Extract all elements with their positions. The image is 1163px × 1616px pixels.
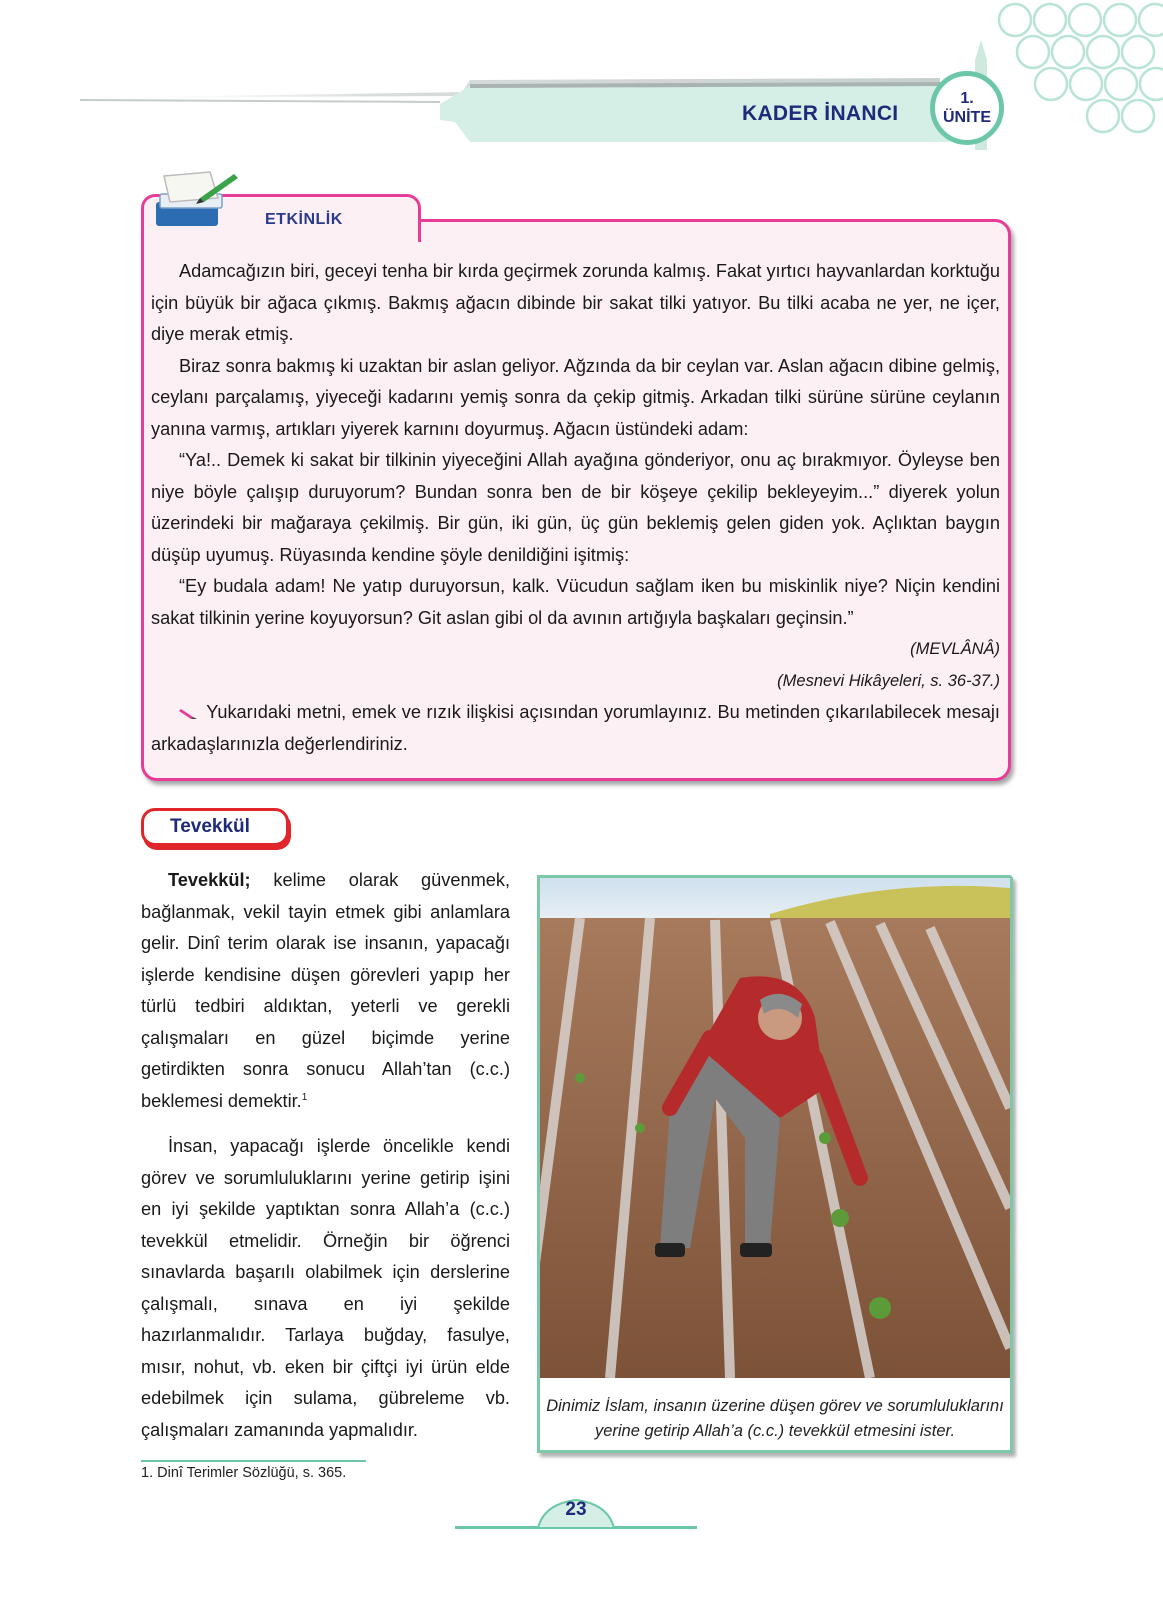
- unit-title: KADER İNANCI: [742, 102, 899, 125]
- term-bold: Tevekkül;: [168, 870, 251, 890]
- definition-text: kelime olarak güvenmek, bağlanmak, vekil tayin etmek gibi anlamlara gelir. Dinî terim olarak ise insanın, yapacağı işlerde kendisine düşen görevleri yapıp her türlü tedbiri aldıktan, yeterli ve gerekli çalışmaları en güzel biçimde yerine getirdikten sonra sonucu Allah’tan (c.c.) beklemesi demektir.: [141, 870, 510, 1111]
- photo-caption: Dinimiz İslam, insanın üzerine düşen görev ve sorumluluklarını yerine getirip Allah’a (c.c.) tevekkül etmesini ister.: [546, 1397, 1004, 1440]
- activity-paragraph: Biraz sonra bakmış ki uzaktan bir aslan geliyor. Ağzında da bir ceylan var. Aslan ağacın dibine gelmiş, ceylanı parçalamış, yiyeceği kadarını yemiş sonra da çekip gitmiş. Arkadan tilki sürüne sürüne ceylanın yanına varmış, artıkları yiyerek karnını doyurmuş. Ağacın üstündeki adam:: [151, 355, 1000, 439]
- activity-text: [151, 256, 1000, 760]
- book-icon: [150, 168, 240, 238]
- pencil-icon: [179, 706, 201, 720]
- body-text: [141, 865, 510, 1460]
- footnote-ref[interactable]: 1: [301, 1091, 308, 1103]
- activity-author: (MEVLÂNÂ): [910, 640, 1000, 658]
- activity-label: ETKİNLİK: [265, 211, 343, 228]
- unit-number: 1.: [960, 90, 974, 107]
- activity-paragraph: “Ey budala adam! Ne yatıp duruyorsun, kalk. Vücudun sağlam iken bu miskinlik niye? Niçin kendini sakat tilkinin yerine koyuyorsun? Git aslan gibi ol da avının artığıyla başkaları geçinsin.”: [151, 576, 1000, 628]
- footnote: 1. Dinî Terimler Sözlüğü, s. 365.: [141, 1465, 347, 1481]
- unit-label: ÜNİTE: [943, 109, 991, 126]
- activity-paragraph: “Ya!.. Demek ki sakat bir tilkinin yiyeceğini Allah ayağına gönderiyor, onu aç bırakmıyor. Öyleyse ben niye böyle çalışıp duruyorum? Bundan sonra ben de bir köşeye çekilip bekleyeyim...” diyerek yolun üzerindeki bir mağaraya çekilmiş. Bir gün, iki gün, üç gün beklemiş gelen giden yok. Açlıktan baygın düşüp uyumuş. Rüyasında kendine şöyle denildiğini işitmiş:: [151, 450, 1000, 565]
- activity-task-text: Yukarıdaki metni, emek ve rızık ilişkisi açısından yorumlayınız. Bu metinden çıkarılabilecek mesajı arkadaşlarınızla değerlendiriniz.: [151, 702, 1000, 754]
- farmer-field-photo: [540, 878, 1010, 1378]
- footnote-divider: [141, 1460, 366, 1462]
- unit-badge: [930, 71, 1004, 145]
- activity-paragraph: Adamcağızın biri, geceyi tenha bir kırda geçirmek zorunda kalmış. Fakat yırtıcı hayvanlardan korktuğu için büyük bir ağaca çıkmış. Bakmış ağacın dibinde bir sakat tilki yatıyor. Bu tilki acaba ne yer, ne içer, diye merak etmiş.: [151, 261, 1000, 344]
- activity-source: (Mesnevi Hikâyeleri, s. 36-37.): [777, 671, 1000, 690]
- body-paragraph: İnsan, yapacağı işlerde öncelikle kendi görev ve sorumluluklarını yerine getirip işini en iyi şekilde yaptıktan sonra Allah’a (c.c.) tevekkül etmelidir. Örneğin bir öğrenci sınavlarda başarılı olabilmek için derslerine çalışmalı, sınava en iyi şekilde hazırlanmalıdır. Tarlaya buğday, fasulye, mısır, nohut, vb. eken bir çiftçi iyi ürün elde edebilmek için sulama, gübreleme vb. çalışmaları zamanında yapmalıdır.: [141, 1136, 510, 1440]
- section-title: Tevekkül: [170, 816, 250, 837]
- body-paragraph: [141, 865, 510, 1117]
- page-number: 23: [565, 1499, 587, 1520]
- activity-task: [151, 697, 1000, 760]
